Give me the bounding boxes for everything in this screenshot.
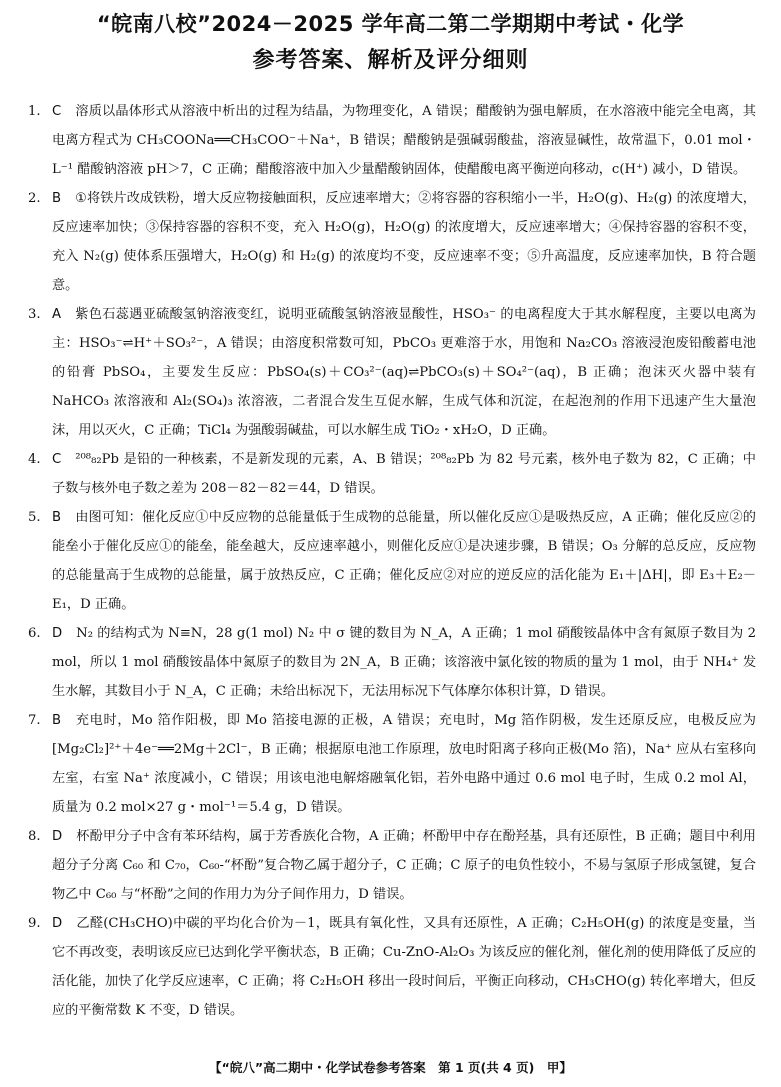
item-explanation: 充电时，Mo 箔作阳极，即 Mo 箔接电源的正极，A 错误；充电时，Mg 箔作阴极，发生还原反应，电极反应为[Mg₂Cl₂]²⁺＋4e⁻══2Mg＋2Cl⁻，B 正确；根据原电池工作原理，放电时阳离子移向正极(Mo 箔)，Na⁺ 应从右室移向左室，右室 Na⁺ 浓度减小，C 错误；用该电池电解熔融氧化铝，若外电路中通过 0.6 mol 电子时，生成 0.2 mol Al，质量为 0.2 mol×27 g・mol⁻¹＝5.4 g，D 错误。 [52, 713, 756, 815]
answer-item-5 [28, 503, 756, 619]
item-number: 9. [28, 916, 41, 931]
answer-item-3 [28, 300, 756, 445]
item-number: 4. [28, 452, 41, 467]
answer-list [28, 97, 756, 1025]
page-title: “皖南八校”2024－2025 学年高二第二学期期中考试・化学 [96, 12, 685, 36]
item-answer: D [52, 626, 63, 641]
item-explanation: 紫色石蕊遇亚硫酸氢钠溶液变红，说明亚硫酸氢钠溶液显酸性，HSO₃⁻ 的电离程度大于其水解程度，主要以电离为主：HSO₃⁻⇌H⁺＋SO₃²⁻，A 错误；由溶度积常数可知，PbCO₃ 更难溶于水，用饱和 Na₂CO₃ 溶液浸泡废铅酸蓄电池的铅膏 PbSO₄，主要发生反应：PbSO₄(s)＋CO₃²⁻(aq)⇌PbCO₃(s)＋SO₄²⁻(aq)，B 正确；泡沫灭火器中装有 NaHCO₃ 浓溶液和 Al₂(SO₄)₃ 浓溶液，二者混合发生互促水解，生成气体和沉淀，在起泡剂的作用下迅速产生大量泡沫，用以灭火，C 正确；TiCl₄ 为强酸弱碱盐，可以水解生成 TiO₂・xH₂O，D 正确。 [52, 307, 756, 438]
item-number: 7. [28, 713, 41, 728]
item-explanation: 溶质以晶体形式从溶液中析出的过程为结晶，为物理变化，A 错误；醋酸钠为强电解质，在水溶液中能完全电离，其电离方程式为 CH₃COONa══CH₃COO⁻＋Na⁺，B 错误；醋酸钠是强碱弱酸盐，溶液显碱性，故常温下，0.01 mol・L⁻¹ 醋酸钠溶液 pH＞7，C 正确；醋酸溶液中加入少量醋酸钠固体，使醋酸电离平衡逆向移动，c(H⁺) 减小，D 错误。 [52, 104, 756, 177]
item-explanation: 杯酚甲分子中含有苯环结构，属于芳香族化合物，A 正确；杯酚甲中存在酚羟基，具有还原性，B 正确；题目中利用超分子分离 C₆₀ 和 C₇₀，C₆₀-“杯酚”复合物乙属于超分子，C 正确；C 原子的电负性较小，不易与氢原子形成氢键，复合物乙中 C₆₀ 与“杯酚”之间的作用力为分子间作用力，D 错误。 [52, 829, 756, 902]
item-number: 8. [28, 829, 41, 844]
item-number: 3. [28, 307, 41, 322]
answer-item-9 [28, 909, 756, 1025]
item-answer: B [52, 510, 62, 525]
item-answer: D [52, 916, 63, 931]
answer-item-7 [28, 706, 756, 822]
item-number: 6. [28, 626, 41, 641]
item-answer: D [52, 829, 63, 844]
item-answer: A [52, 307, 62, 322]
answer-item-2 [28, 184, 756, 300]
page-footer: 【“皖八”高二期中・化学试卷参考答案 第 1 页(共 4 页) 甲】 [209, 1060, 572, 1075]
item-explanation: 乙醛(CH₃CHO)中碳的平均化合价为－1，既具有氧化性，又具有还原性，A 正确；C₂H₅OH(g) 的浓度是变量，当它不再改变，表明该反应已达到化学平衡状态，B 正确；Cu-ZnO-Al₂O₃ 为该反应的催化剂，催化剂的使用降低了反应的活化能，加快了化学反应速率，C 正确；将 C₂H₅OH 移出一段时间后，平衡正向移动，CH₃CHO(g) 转化率增大，但反应的平衡常数 K 不变，D 错误。 [52, 916, 756, 1018]
item-number: 5. [28, 510, 41, 525]
item-explanation: 由图可知：催化反应①中反应物的总能量低于生成物的总能量，所以催化反应①是吸热反应，A 正确；催化反应②的能垒小于催化反应①的能垒，能垒越大，反应速率越小，则催化反应①是决速步骤，B 错误；O₃ 分解的总反应，反应物的总能量高于生成物的总能量，属于放热反应，C 正确；催化反应②对应的逆反应的活化能为 E₁＋|ΔH|，即 E₃＋E₂－E₁，D 正确。 [52, 510, 756, 612]
item-answer: B [52, 713, 62, 728]
item-number: 1. [28, 104, 41, 119]
answer-item-8 [28, 822, 756, 909]
item-answer: C [52, 452, 62, 467]
item-answer: B [52, 191, 62, 206]
answer-item-4 [28, 445, 756, 503]
item-explanation: ²⁰⁸₈₂Pb 是铅的一种核素，不是新发现的元素，A、B 错误；²⁰⁸₈₂Pb 为 82 号元素，核外电子数为 82，C 正确；中子数与核外电子数之差为 208－82－82＝44，D 错误。 [52, 452, 756, 496]
page-subtitle: 参考答案、解析及评分细则 [252, 48, 529, 73]
item-answer: C [52, 104, 62, 119]
item-explanation: ①将铁片改成铁粉，增大反应物接触面积，反应速率增大；②将容器的容积缩小一半，H₂O(g)、H₂(g) 的浓度增大，反应速率加快；③保持容器的容积不变，充入 H₂O(g)，H₂O(g) 的浓度增大，反应速率增大；④保持容器的容积不变，充入 N₂(g) 使体系压强增大，H₂O(g) 和 H₂(g) 的浓度均不变，反应速率不变；⑤升高温度，反应速率加快，B 符合题意。 [52, 191, 756, 293]
answer-item-6 [28, 619, 756, 706]
answer-item-1 [28, 97, 756, 184]
item-explanation: N₂ 的结构式为 N≡N，28 g(1 mol) N₂ 中 σ 键的数目为 N_A，A 正确；1 mol 硝酸铵晶体中含有氮原子数目为 2 mol，所以 1 mol 硝酸铵晶体中氮原子的数目为 2N_A，B 正确；该溶液中氯化铵的物质的量为 1 mol，由于 NH₄⁺ 发生水解，其数目小于 N_A，C 正确；未给出标况下，无法用标况下气体摩尔体积计算，D 错误。 [52, 626, 756, 699]
item-number: 2. [28, 191, 41, 206]
